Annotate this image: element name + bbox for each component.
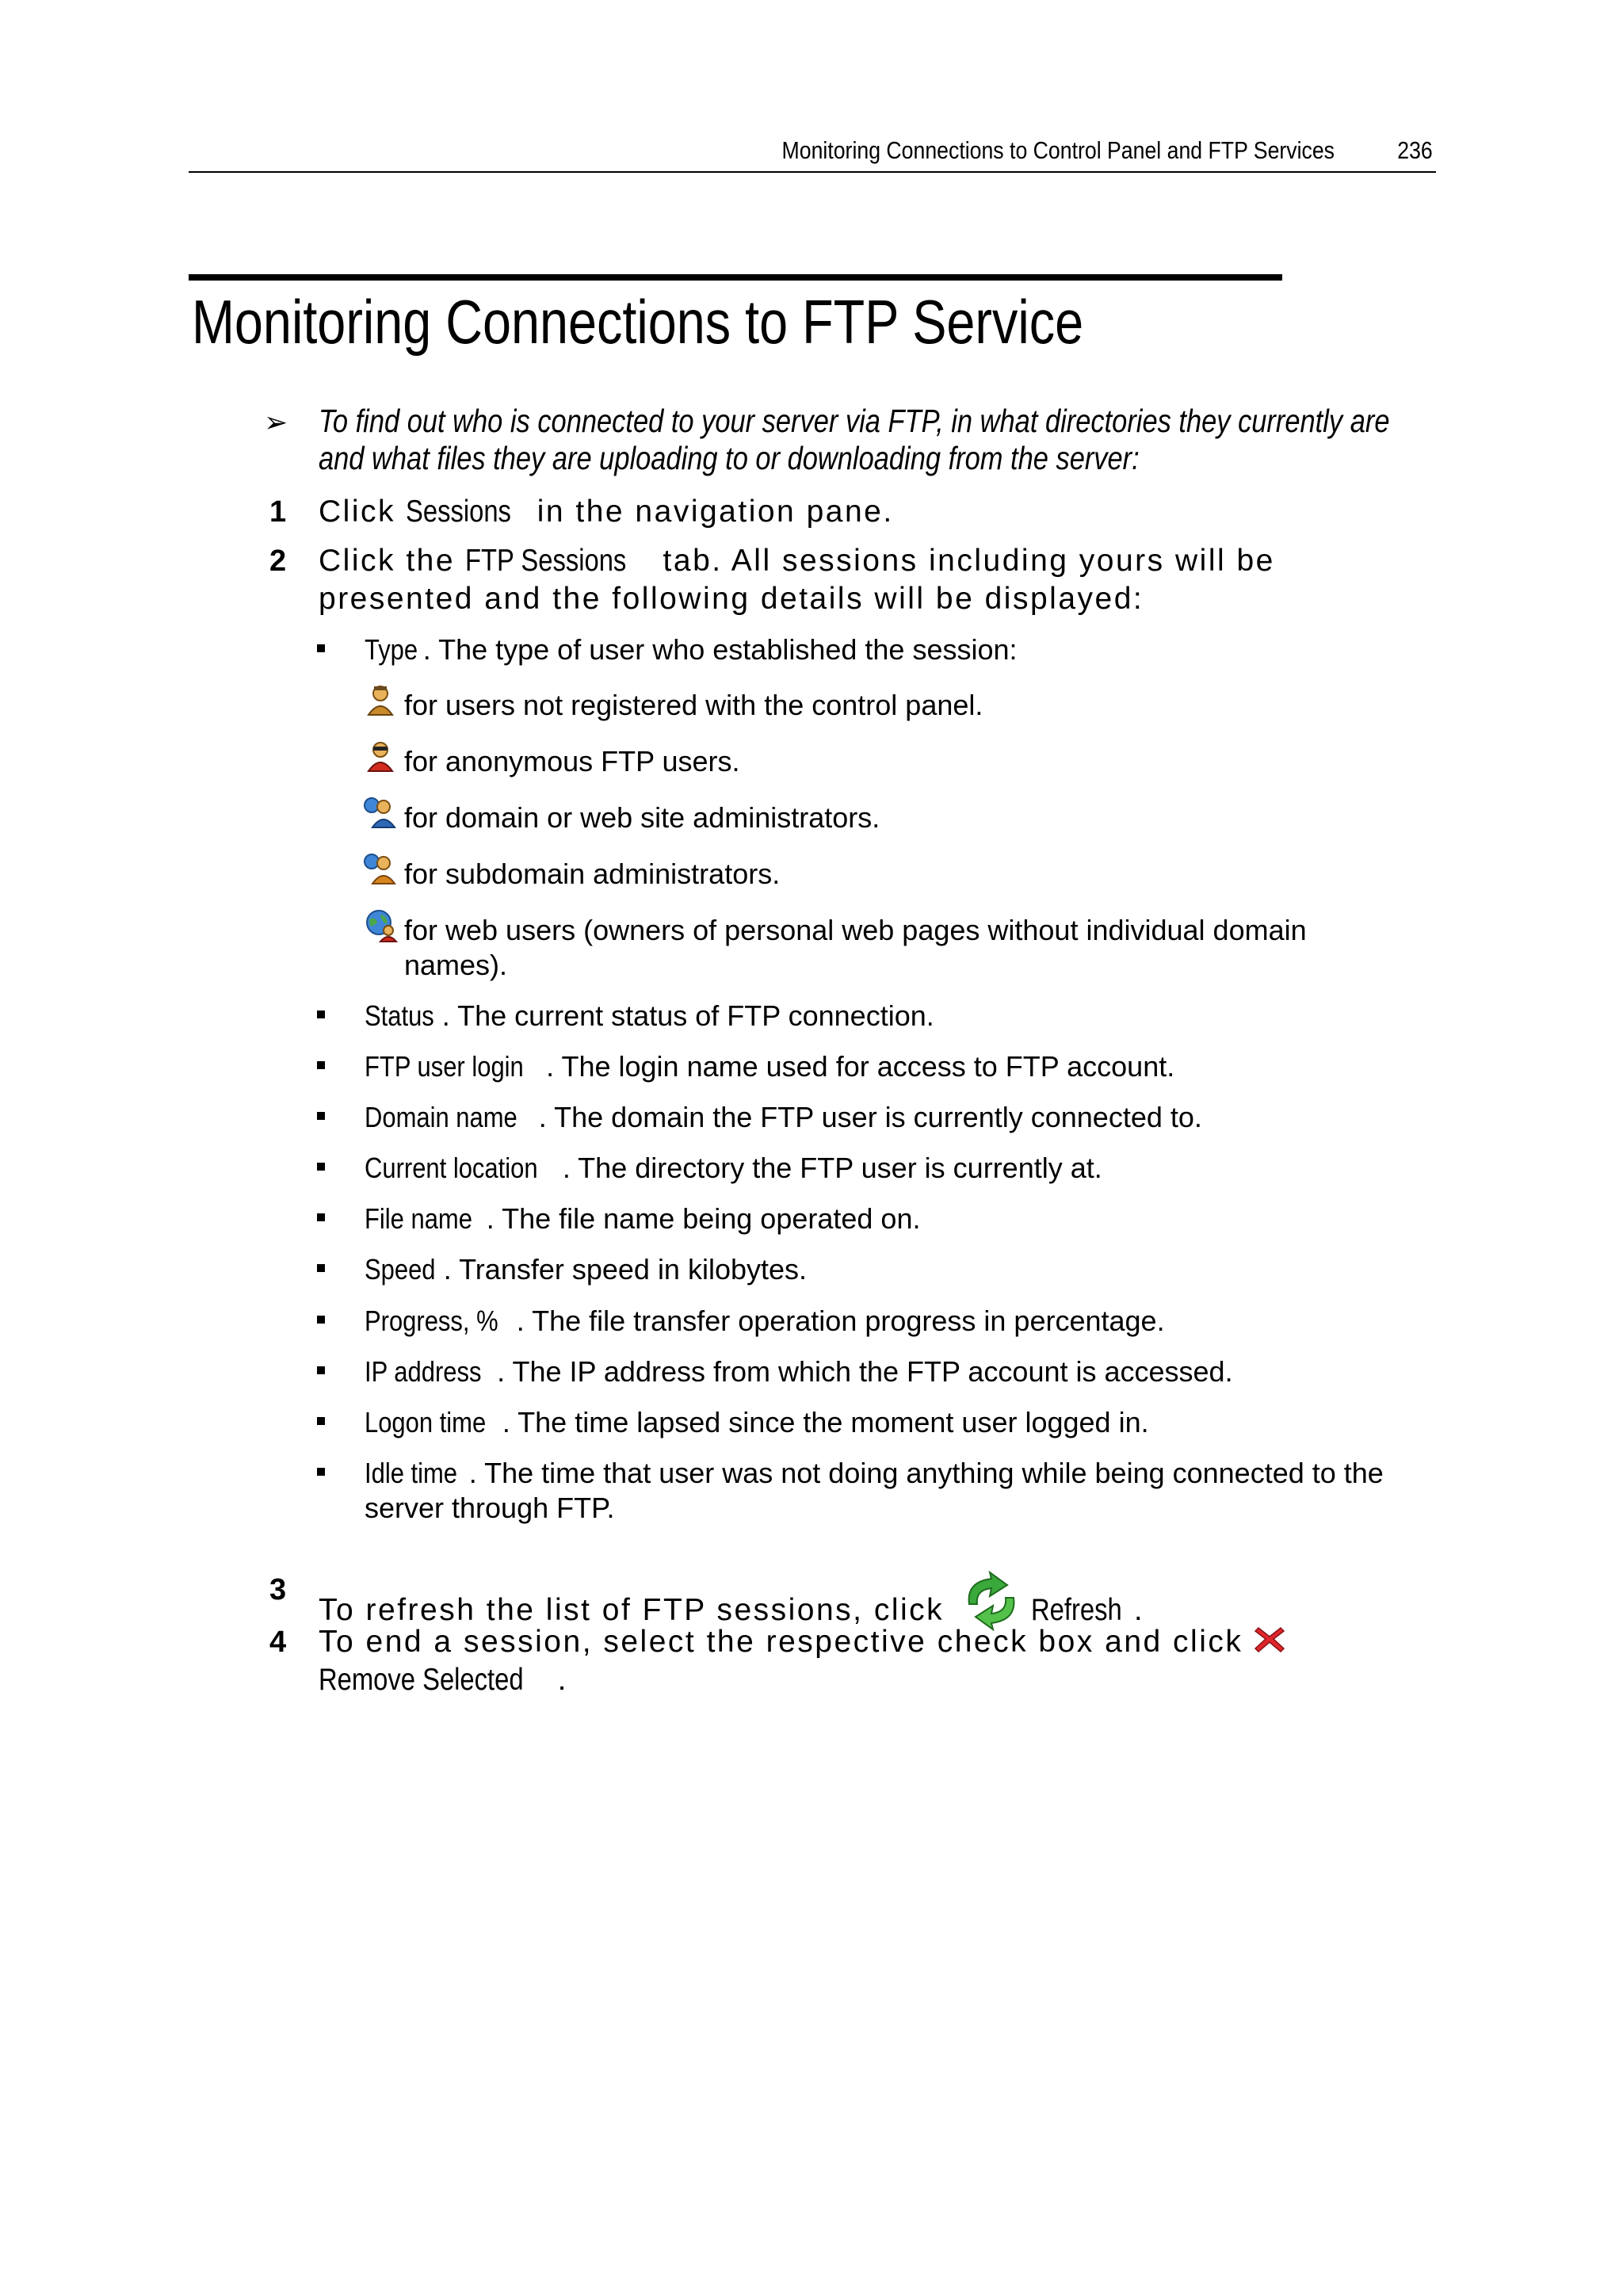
bullet-marker <box>317 1112 325 1120</box>
column-term: Domain name <box>365 1101 517 1133</box>
step-text-pre: Click the <box>319 544 466 578</box>
column-desc: . The login name used for access to FTP account. <box>546 1050 1175 1083</box>
step-text-post: in the navigation pane. <box>526 495 894 529</box>
bullet-marker <box>317 1417 325 1425</box>
step-number: 1 <box>269 495 287 529</box>
step-text-pre: To refresh the list of FTP sessions, click <box>319 1593 955 1627</box>
step-text <box>319 542 1333 618</box>
bullet-marker <box>317 1366 325 1374</box>
column-desc: . The IP address from which the FTP account is accessed. <box>497 1355 1233 1388</box>
bullet-marker <box>317 1213 325 1221</box>
column-desc: . The current status of FTP connection. <box>441 999 934 1032</box>
column-desc: . The domain the FTP user is currently connected to. <box>538 1101 1202 1133</box>
page-title: Monitoring Connections to FTP Service <box>192 287 1084 357</box>
anonymous-user-icon <box>363 739 398 774</box>
column-term: Speed <box>365 1253 436 1286</box>
running-header-title: Monitoring Connections to Control Panel and FTP Services <box>781 136 1335 164</box>
step-text-pre: Click <box>319 495 407 529</box>
step-text-post: . <box>557 1663 568 1697</box>
step-text-post: . <box>1133 1593 1145 1627</box>
column-term: Logon time <box>365 1406 487 1438</box>
bullet-marker <box>317 1163 325 1171</box>
bullet-marker <box>317 1264 325 1272</box>
bullet-marker <box>317 1061 325 1069</box>
refresh-ui-label: Refresh <box>1030 1593 1122 1627</box>
step-number: 3 <box>269 1573 287 1606</box>
user-type-text: for web users (owners of personal web pages without individual domain names). <box>404 914 1307 981</box>
column-term: Progress, % <box>365 1305 498 1337</box>
arrow-bullet-icon: ➢ <box>264 406 288 438</box>
user-type-text: for domain or web site administrators. <box>404 801 880 834</box>
column-term: IP address <box>365 1355 482 1388</box>
heading-rule <box>189 274 1282 281</box>
step-number: 2 <box>269 544 287 578</box>
step-text <box>319 493 1555 531</box>
remove-icon <box>1254 1625 1285 1653</box>
running-header <box>189 135 1436 173</box>
domain-admin-icon <box>363 796 398 831</box>
procedure-intro-text: To find out who is connected to your server via FTP, in what directories they currently are and what files they are uploading to or downloading from the server: <box>319 403 1390 476</box>
column-term: File name <box>365 1202 472 1235</box>
column-desc: . Transfer speed in kilobytes. <box>443 1253 808 1286</box>
user-type-text: for subdomain administrators. <box>404 858 781 890</box>
subdomain-admin-icon <box>363 852 398 887</box>
remove-selected-ui-label: Remove Selected <box>319 1663 524 1697</box>
bullet-marker <box>317 644 325 652</box>
column-term: Current location <box>365 1152 538 1184</box>
ftp-sessions-ui-label: FTP Sessions <box>465 544 627 578</box>
refresh-icon <box>958 1571 1025 1631</box>
step-text <box>319 1623 1491 1699</box>
column-desc: . The type of user who established the session: <box>422 633 1018 666</box>
column-desc: . The directory the FTP user is currently at. <box>562 1152 1102 1184</box>
column-term: Idle time <box>365 1457 458 1489</box>
step-text-post: tab. All sessions including yours will be presented and the following details will be displayed: <box>319 544 1275 616</box>
step-text <box>319 1571 1555 1631</box>
user-type-text: for users not registered with the control panel. <box>404 689 983 721</box>
column-term: Type <box>365 633 418 666</box>
column-desc: . The file name being operated on. <box>486 1202 921 1235</box>
column-term: Status <box>365 999 434 1032</box>
web-user-icon <box>363 908 398 943</box>
column-desc: . The time that user was not doing anything while being connected to the server through FTP. <box>365 1457 1384 1524</box>
step-text-pre: To end a session, select the respective check box and click <box>319 1625 1254 1659</box>
column-term: FTP user login <box>365 1050 524 1083</box>
user-type-text: for anonymous FTP users. <box>404 745 740 777</box>
bullet-marker <box>317 1010 325 1018</box>
column-desc: . The time lapsed since the moment user logged in. <box>502 1406 1149 1438</box>
sessions-ui-label: Sessions <box>406 495 512 529</box>
unregistered-user-icon <box>363 683 398 718</box>
column-desc: . The file transfer operation progress in percentage. <box>516 1305 1165 1337</box>
step-number: 4 <box>269 1626 287 1659</box>
bullet-marker <box>317 1468 325 1476</box>
page-number: 236 <box>1397 136 1433 164</box>
bullet-marker <box>317 1316 325 1324</box>
